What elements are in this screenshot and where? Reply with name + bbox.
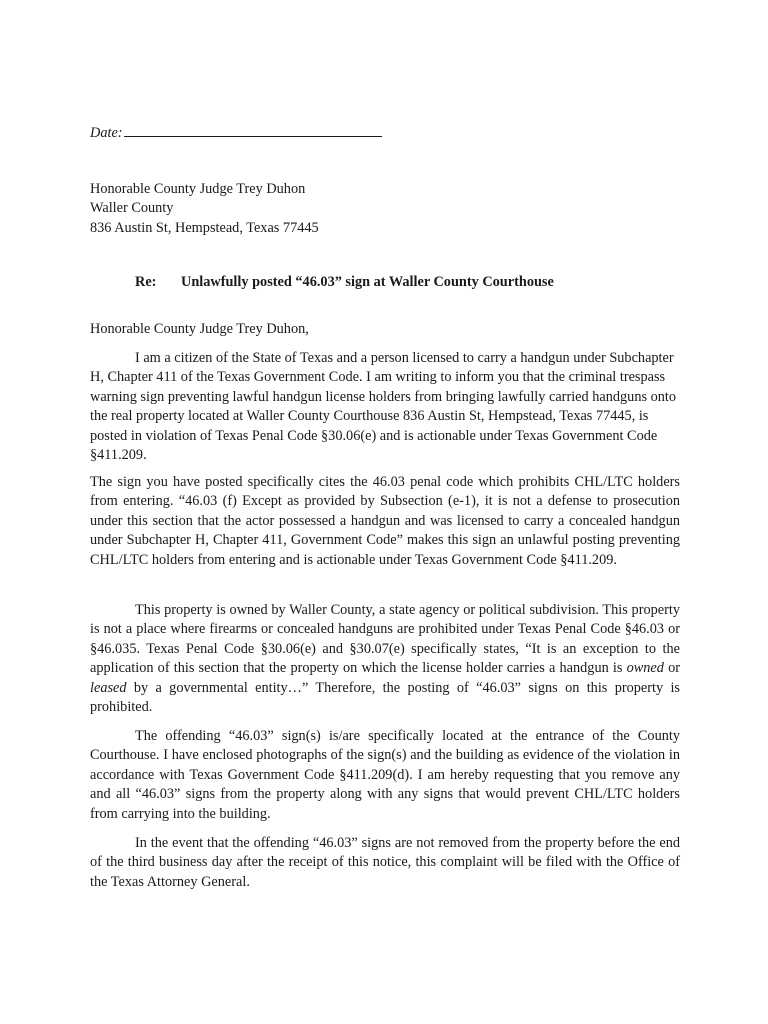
paragraph-4 (90, 727, 680, 824)
paragraph-5-text: In the event that the offending “46.03” signs are not removed from the property before the end of the third business day after the receipt of this notice, this complaint will be filed with the Office of the Texas Attorney General. (90, 835, 680, 890)
date-label: Date: (90, 125, 123, 141)
paragraph-3 (90, 601, 680, 717)
paragraph-2-text: The sign you have posted specifically cites the 46.03 penal code which prohibits CHL/LTC holders from entering. “46.03 (f) Except as provided by Subsection (e-1), it is not a defense to prosecution under this section that the actor possessed a handgun and was licensed to carry a concealed handgun under Subchapter H, Chapter 411, Government Code” makes this sign an unlawful posting preventing CHL/LTC holders from entering and is actionable under Texas Government Code §411.209. (90, 474, 680, 568)
recipient-address (90, 180, 319, 238)
recipient-street-address: 836 Austin St, Hempstead, Texas 77445 (90, 219, 319, 236)
subject-line (135, 273, 554, 292)
paragraph-3-owned: owned (626, 660, 664, 677)
paragraph-3-leased: leased (90, 679, 127, 696)
paragraph-4-text: The offending “46.03” sign(s) is/are specifically located at the entrance of the County Courthouse. I have enclosed photographs of the sign(s) and the building as evidence of the violation in accordance with Texas Government Code §411.209(d). I am hereby requesting that you remove any and all “46.03” signs from the property along with any signs that would prevent CHL/LTC holders from carrying into the building. (90, 728, 680, 822)
date-field (90, 121, 382, 143)
paragraph-2 (90, 473, 680, 570)
paragraph-1 (90, 349, 680, 465)
paragraph-1-text: I am a citizen of the State of Texas and a person licensed to carry a handgun under Subchapter H, Chapter 411 of the Texas Government Code. I am writing to inform you that the criminal trespass warning sign preventing lawful handgun license holders from bringing lawfully carried handguns onto the real property located at Waller County Courthouse 836 Austin St, Hempstead, Texas 77445, is posted in violation of Texas Penal Code §30.06(e) and is actionable under Texas Government Code §411.209. (90, 350, 677, 464)
date-blank-line (124, 121, 382, 137)
re-subject: Unlawfully posted “46.03” sign at Waller County Courthouse (181, 274, 554, 290)
paragraph-3-part1: This property is owned by Waller County, a state agency or political subdivision. This property is not a place where firearms or concealed handguns are prohibited under Texas Penal Code §46.03 or §46.035. Texas Penal Code §30.06(e) and §30.07(e) specifically states, “It is an exception to the application of this section that the property on which the license holder carries a handgun is (90, 602, 680, 677)
paragraph-3-or: or (663, 660, 680, 677)
paragraph-3-part2: by a governmental entity…” Therefore, the posting of “46.03” signs on this property is prohibited. (90, 679, 680, 716)
paragraph-3-text (90, 601, 680, 717)
paragraph-5 (90, 834, 680, 892)
salutation: Honorable County Judge Trey Duhon, (90, 321, 309, 337)
recipient-name: Honorable County Judge Trey Duhon (90, 181, 306, 197)
re-label: Re: (135, 274, 157, 290)
recipient-county: Waller County (90, 200, 174, 217)
